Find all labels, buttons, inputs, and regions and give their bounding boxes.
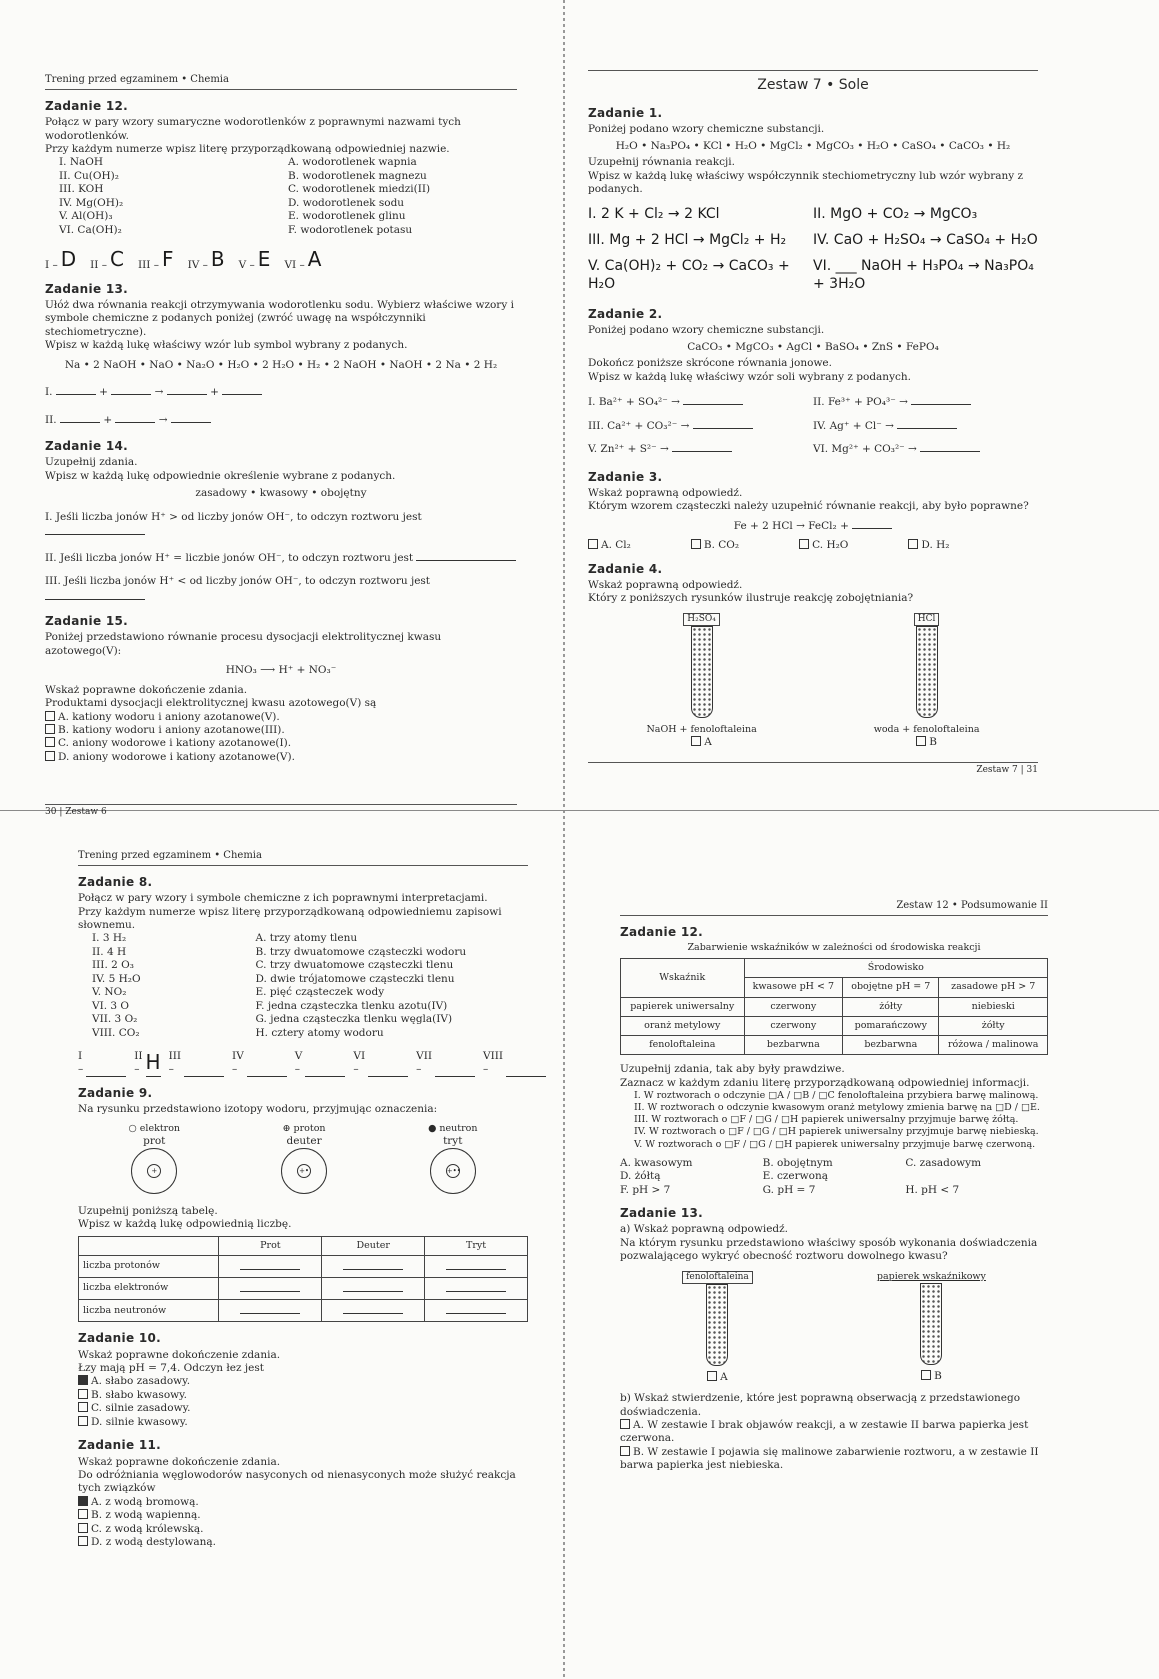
task-title: Zadanie 13. (620, 1206, 704, 1221)
task-title: Zadanie 8. (78, 874, 153, 889)
page-bottom-right (620, 900, 1048, 1660)
answer-cell[interactable]: VII – (416, 1050, 475, 1077)
answer-cell[interactable]: I – D (45, 247, 77, 272)
column-header: Deuter (322, 1236, 425, 1255)
sentence-list (620, 1090, 1048, 1151)
ionic-line[interactable]: III. Ca²⁺ + CO₃²⁻ → (588, 418, 813, 433)
checkbox[interactable] (78, 1416, 88, 1426)
reaction-line[interactable]: II. MgO + CO₂ → MgCO₃ (813, 206, 978, 223)
task-instruction: Wskaż poprawną odpowiedź. (588, 578, 743, 591)
task-instruction: Zaznacz w każdym zdaniu literę przyporządkowaną odpowiedniej informacji. (620, 1076, 1030, 1089)
list-item: C. wodorotlenek miedzi(II) (288, 183, 431, 196)
option-b[interactable]: B (916, 736, 937, 748)
handwritten-answer: A (307, 247, 322, 272)
ionic-line[interactable]: II. Fe³⁺ + PO₄³⁻ → (813, 394, 1038, 409)
list-item: B. trzy dwuatomowe cząsteczki wodoru (255, 945, 467, 958)
option-b[interactable]: B. słabo kwasowy. (78, 1389, 528, 1402)
checkbox[interactable] (78, 1509, 88, 1519)
task-instruction: Łzy mają pH = 7,4. Odczyn łez jest (78, 1361, 264, 1374)
task-instruction: Ułóż dwa równania reakcji otrzymywania wodorotlenku sodu. Wybierz właściwe wzory i symbole chemiczne z podanych poniżej (zwróć uwagę na współczynniki stechiometryczne). (45, 299, 514, 338)
list-item: VIII. CO₂ (92, 1026, 140, 1039)
list-item: A. trzy atomy tlenu (255, 932, 358, 945)
task-instruction: Przy każdym numerze wpisz literę przyporządkowaną odpowiedniej nazwie. (45, 143, 450, 156)
list-item: B. wodorotlenek magnezu (288, 169, 427, 182)
list-item: G. jedna cząsteczka tlenku węgla(IV) (255, 1013, 453, 1026)
option-item: B. obojętnym (762, 1156, 833, 1169)
task-instruction: Poniżej podano wzory chemiczne substancji. (588, 324, 825, 337)
reaction-line[interactable]: V. Ca(OH)₂ + CO₂ → CaCO₃ + H₂O (588, 258, 790, 293)
list-item: I. 3 H₂ (92, 932, 127, 945)
task-instruction: b) Wskaż stwierdzenie, które jest poprawną obserwacją z przedstawionego doświadczenia. (620, 1392, 1021, 1418)
experiment-illustrations (588, 612, 1038, 750)
list-item: F. wodorotlenek potasu (288, 223, 413, 236)
option-item: F. pH > 7 (620, 1183, 671, 1196)
matching-lists (78, 932, 528, 1040)
answer-cell[interactable]: VI – A (284, 247, 322, 272)
table-row: liczba elektronów (79, 1277, 528, 1299)
task-instruction: Wpisz w każdą lukę odpowiednie określenie wybrane z podanych. (45, 469, 396, 482)
task-title: Zadanie 3. (588, 469, 663, 484)
task-title: Zadanie 10. (78, 1331, 162, 1346)
task-instruction: Na rysunku przedstawiono izotopy wodoru, przyjmując oznaczenia: (78, 1103, 438, 1116)
reaction-line[interactable]: III. Mg + 2 HCl → MgCl₂ + H₂ (588, 232, 787, 249)
task-instruction: Uzupełnij zdania. (45, 456, 138, 469)
task-instruction: Uzupełnij poniższą tabelę. (78, 1204, 218, 1217)
sentence-blank[interactable]: II. Jeśli liczba jonów H⁺ = liczbie jonów OH⁻, to odczyn roztworu jest (45, 550, 517, 565)
checkbox[interactable] (78, 1402, 88, 1412)
checkbox[interactable] (45, 737, 55, 747)
page-footer: 30 | Zestaw 6 (45, 804, 517, 819)
reagent-label: fenoloftaleina (682, 1271, 753, 1285)
option-d[interactable]: D. aniony wodorowe i kationy azotanowe(V). (45, 751, 517, 764)
task-instruction: Do odróżniania węglowodorów nasyconych od nienasyconych może służyć reakcja tych związków (78, 1468, 516, 1495)
column-header: kwasowe pH < 7 (744, 978, 843, 997)
handwritten-answer: F (162, 247, 174, 272)
checkbox-checked[interactable] (78, 1496, 88, 1506)
answer-cell[interactable]: I – (78, 1050, 126, 1077)
option-item: A. kwasowym (620, 1156, 693, 1169)
reagent-label: papierek wskaźnikowy (876, 1270, 986, 1282)
column-header: zasadowe pH > 7 (939, 978, 1048, 997)
list-item: E. wodorotlenek glinu (288, 210, 406, 223)
isotope-table (78, 1236, 528, 1323)
test-tube-icon (691, 626, 713, 718)
answer-cell[interactable]: VIII – (483, 1050, 546, 1077)
test-tube-icon (706, 1284, 728, 1366)
option-d[interactable]: D. silnie kwasowy. (78, 1416, 528, 1429)
handwritten-answer: C (110, 247, 125, 272)
answer-cell[interactable]: III – F (138, 247, 174, 272)
task-instruction: a) Wskaż poprawną odpowiedź. (620, 1223, 788, 1236)
task-instruction: Wpisz w każdą lukę odpowiednią liczbę. (78, 1218, 292, 1231)
interpretation-list (256, 932, 529, 1040)
atom-icon: + (131, 1148, 177, 1194)
option-a[interactable]: A. słabo zasadowy. (78, 1375, 528, 1388)
page-fold-vertical (563, 0, 565, 1679)
list-item: IV. Mg(OH)₂ (59, 196, 124, 209)
list-item: II. 4 H (92, 945, 127, 958)
column-header: Środowisko (744, 959, 1048, 978)
sentence-blank[interactable]: III. Jeśli liczba jonów H⁺ < od liczby jonów OH⁻, to odczyn roztworu jest (45, 575, 517, 604)
answer-row (45, 247, 517, 273)
ionic-line[interactable]: V. Zn²⁺ + S²⁻ → (588, 441, 813, 456)
task-instruction: Wpisz w każdą lukę właściwy wzór lub symbol wybrany z podanych. (45, 339, 408, 352)
option-a[interactable]: A. Cl₂ (588, 539, 631, 552)
sentence-item[interactable]: III. W roztworach o □F / □G / □H papierek uniwersalny przyjmuje barwę żółtą. (634, 1114, 1019, 1126)
sentence-item[interactable]: V. W roztworach o □F / □G / □H papierek uniwersalny przyjmuje barwę czerwoną. (634, 1138, 1036, 1150)
option-item: G. pH = 7 (762, 1183, 816, 1196)
task-instruction: Uzupełnij równania reakcji. (588, 156, 735, 169)
option-item: H. pH < 7 (905, 1183, 960, 1196)
option-a[interactable]: A. W zestawie I brak objawów reakcji, a w zestawie II barwa papierka jest czerwona. (620, 1419, 1029, 1445)
answer-cell[interactable]: V – (295, 1050, 346, 1077)
option-b[interactable]: B. CO₂ (691, 539, 739, 552)
option-item: C. zasadowym (905, 1156, 982, 1169)
option-d[interactable]: D. H₂ (908, 539, 949, 552)
option-b[interactable]: B. z wodą wapienną. (78, 1509, 528, 1522)
handwritten-answer: D (60, 247, 77, 272)
answer-cell[interactable]: V – E (238, 247, 271, 272)
task-instruction: Produktami dysocjacji elektrolitycznej kwasu azotowego(V) są (45, 697, 377, 710)
list-item: IV. 5 H₂O (92, 972, 141, 985)
task-instruction: Na którym rysunku przedstawiono właściwy sposób wykonania doświadczenia pozwalającego wykryć obecność roztworu dowolnego kwasu? (620, 1236, 1038, 1263)
task-instruction: Przy każdym numerze wpisz literę przyporządkowaną odpowiedniemu zapisowi słownemu. (78, 905, 502, 932)
column-header: Tryt (425, 1236, 528, 1255)
list-item: I. NaOH (59, 156, 104, 169)
ionic-line[interactable]: VI. Mg²⁺ + CO₃²⁻ → (813, 441, 1038, 456)
task-title: Zadanie 2. (588, 307, 663, 322)
table-row: papierek uniwersalny czerwony żółty niebieski (621, 997, 1048, 1016)
reaction-line[interactable]: VI. ___ NaOH + H₃PO₄ → Na₃PO₄ + 3H₂O (813, 258, 1034, 293)
reaction-line[interactable]: I. 2 K + Cl₂ → 2 KCl (588, 206, 720, 223)
column-header: Prot (219, 1236, 322, 1255)
task-instruction: Wpisz w każdą lukę właściwy wzór soli wybrany z podanych. (588, 370, 911, 383)
reagent-label: HCl (914, 613, 940, 627)
task-title: Zadanie 9. (78, 1085, 153, 1100)
list-item: F. jedna cząsteczka tlenku azotu(IV) (255, 999, 448, 1012)
ionic-equation-grid (588, 390, 1038, 460)
task-instruction: Wskaż poprawne dokończenie zdania. (45, 683, 248, 696)
sentence-blank[interactable]: I. Jeśli liczba jonów H⁺ > od liczby jonów OH⁻, to odczyn roztworu jest (45, 511, 517, 540)
matching-lists (45, 156, 517, 237)
page-header: Trening przed egzaminem • Chemia (78, 850, 528, 866)
option-b[interactable]: B. kationy wodoru i aniony azotanowe(III). (45, 724, 517, 737)
formula-set: Na • 2 NaOH • NaO • Na₂O • H₂O • 2 H₂O • H₂ • 2 NaOH • NaOH • 2 Na • 2 H₂ (64, 358, 498, 371)
task-title: Zadanie 11. (78, 1438, 162, 1453)
checkbox[interactable] (78, 1523, 88, 1533)
task-instruction: Połącz w pary wzory sumaryczne wodorotlenków z poprawnymi nazwami tych wodorotlenków. (45, 116, 461, 142)
list-item: II. Cu(OH)₂ (59, 169, 119, 182)
page-top-right (588, 70, 1038, 775)
list-item: D. wodorotlenek sodu (288, 196, 405, 209)
page-footer: Zestaw 7 | 31 (588, 762, 1038, 777)
equation-blank-line[interactable]: I. + → + (45, 384, 517, 399)
formula-set: H₂O • Na₃PO₄ • KCl • H₂O • MgCl₂ • MgCO₃ • H₂O • CaSO₄ • CaCO₃ • H₂ (615, 139, 1011, 152)
equation: Fe + 2 HCl → FeCl₂ + (588, 518, 1038, 533)
option-a[interactable]: A (707, 1371, 728, 1383)
option-a[interactable]: A (691, 736, 712, 748)
formula-set: CaCO₃ • MgCO₃ • AgCl • BaSO₄ • ZnS • FePO₄ (687, 340, 939, 353)
option-c[interactable]: C. aniony wodorowe i kationy azotanowe(I). (45, 737, 517, 750)
formula-list (78, 932, 256, 1040)
answer-cell[interactable]: II – H (134, 1049, 161, 1076)
list-item: VI. 3 O (92, 999, 130, 1012)
reagent-label: H₂SO₄ (683, 613, 720, 627)
answer-cell[interactable]: IV – (232, 1050, 287, 1077)
task-title: Zadanie 13. (45, 281, 129, 296)
option-b[interactable]: B (921, 1370, 942, 1382)
setup-a (682, 1270, 753, 1384)
page-bottom-left (78, 850, 528, 1660)
list-item: H. cztery atomy wodoru (255, 1026, 384, 1039)
list-item: III. 2 O₃ (92, 959, 134, 972)
page-header: Zestaw 12 • Podsumowanie II (620, 900, 1048, 916)
task-instruction: Którym wzorem cząsteczki należy uzupełnić równanie reakcji, aby było poprawne? (588, 500, 1029, 513)
answer-cell[interactable]: II – C (90, 247, 125, 272)
option-item: D. żółtą (620, 1170, 661, 1183)
sentence-item[interactable]: IV. W roztworach o □F / □G / □H papierek uniwersalny przyjmuje barwę niebieską. (634, 1126, 1039, 1138)
checkbox-checked[interactable] (78, 1375, 88, 1385)
answer-cell[interactable]: IV – B (187, 247, 225, 272)
table-row: liczba protonów (79, 1255, 528, 1277)
task-instruction: Połącz w pary wzory i symbole chemiczne z ich poprawnymi interpretacjami. (78, 892, 488, 905)
test-tube-icon (920, 1283, 942, 1365)
option-a[interactable]: A. kationy wodoru i aniony azotanowe(V). (45, 711, 517, 724)
task-title: Zadanie 12. (45, 98, 129, 113)
task-instruction: Wskaż poprawną odpowiedź. (588, 486, 743, 499)
atom-icon: +• (281, 1148, 327, 1194)
word-set: zasadowy • kwasowy • obojętny (195, 487, 367, 500)
equation-blank-line[interactable]: II. + → (45, 412, 517, 427)
isotope-diagrams (78, 1123, 528, 1199)
list-item: C. trzy dwuatomowe cząsteczki tlenu (255, 959, 454, 972)
test-tube-icon (916, 626, 938, 718)
task-title: Zadanie 1. (588, 105, 663, 120)
table-row: fenoloftaleina bezbarwna bezbarwna różowa / malinowa (621, 1035, 1048, 1054)
page-header: Trening przed egzaminem • Chemia (45, 74, 517, 90)
setup-b (877, 1270, 986, 1384)
solution-label: NaOH + fenoloftaleina (646, 723, 757, 735)
task-title: Zadanie 12. (620, 924, 704, 939)
option-b[interactable]: B. W zestawie I pojawia się malinowe zabarwienie roztworu, a w zestawie II barwa papierka jest niebieska. (620, 1445, 1039, 1472)
task-instruction: Poniżej podano wzory chemiczne substancji. (588, 123, 825, 136)
list-item: A. wodorotlenek wapnia (288, 156, 417, 169)
list-item: D. dwie trójatomowe cząsteczki tlenu (255, 972, 455, 985)
setup-a (646, 612, 756, 750)
setup-b (874, 612, 980, 750)
page-top-left (45, 74, 517, 818)
task-title: Zadanie 14. (45, 439, 129, 454)
answer-cell[interactable]: VI – (353, 1050, 408, 1077)
option-a[interactable]: A. z wodą bromową. (78, 1496, 528, 1509)
column-header: obojętne pH = 7 (843, 978, 939, 997)
handwritten-answer: H (146, 1050, 161, 1077)
sentence-item[interactable]: II. W roztworach o odczynie kwasowym oranż metylowy zmienia barwę na □D / □E. (634, 1102, 1040, 1114)
checkbox[interactable] (620, 1419, 630, 1429)
ionic-line[interactable]: I. Ba²⁺ + SO₄²⁻ → (588, 394, 813, 409)
task-instruction: Wskaż poprawne dokończenie zdania. (78, 1455, 281, 1468)
formula-list (45, 156, 288, 237)
checkbox[interactable] (45, 711, 55, 721)
list-item: VI. Ca(OH)₂ (59, 223, 122, 236)
reaction-grid (588, 202, 1038, 298)
reaction-line[interactable]: IV. CaO + H₂SO₄ → CaSO₄ + H₂O (813, 232, 1038, 249)
list-item: E. pięć cząsteczek wody (255, 986, 385, 999)
task-instruction: Wskaż poprawne dokończenie zdania. (78, 1348, 281, 1361)
option-grid (620, 1157, 1048, 1197)
checkbox[interactable] (78, 1389, 88, 1399)
list-item: V. Al(OH)₃ (59, 210, 113, 223)
task-instruction: Uzupełnij zdania, tak aby były prawdziwe. (620, 1063, 845, 1076)
sentence-item[interactable]: I. W roztworach o odczynie □A / □B / □C fenoloftaleina przybiera barwę malinową. (634, 1089, 1039, 1101)
option-d[interactable]: D. z wodą destylowaną. (78, 1536, 528, 1549)
option-c[interactable]: C. silnie zasadowy. (78, 1402, 528, 1415)
isotope-tryt: ● neutron tryt +•• (428, 1123, 477, 1199)
task-instruction: Poniżej przedstawiono równanie procesu dysocjacji elektrolitycznej kwasu azotowego(V): (45, 631, 442, 657)
task-title: Zadanie 4. (588, 561, 663, 576)
list-item: V. NO₂ (92, 986, 127, 999)
experiment-illustrations (620, 1270, 1048, 1384)
answer-options (588, 539, 1038, 552)
handwritten-answer: E (257, 247, 271, 272)
table-row: oranż metylowy czerwony pomarańczowy żółty (621, 1016, 1048, 1035)
task-instruction: Wpisz w każdą lukę właściwy współczynnik stechiometryczny lub wzór wybrany z podanych. (588, 169, 1024, 196)
task-title: Zadanie 15. (45, 613, 129, 628)
solution-label: woda + fenoloftaleina (873, 723, 980, 735)
checkbox[interactable] (78, 1536, 88, 1546)
list-item: VII. 3 O₂ (92, 1013, 138, 1026)
option-c[interactable]: C. z wodą królewską. (78, 1523, 528, 1536)
answer-row (78, 1050, 528, 1077)
isotope-prot: ○ elektron prot + (129, 1123, 181, 1199)
option-c[interactable]: C. H₂O (799, 539, 848, 552)
option-item: E. czerwoną (762, 1170, 828, 1183)
name-list (288, 156, 517, 237)
indicator-table (620, 958, 1048, 1055)
page-header: Zestaw 7 • Sole (588, 70, 1038, 97)
task-instruction: Dokończ poniższe skrócone równania jonowe. (588, 357, 832, 370)
equation: HNO₃ ⟶ H⁺ + NO₃⁻ (225, 664, 337, 677)
list-item: III. KOH (59, 183, 104, 196)
table-caption: Zabarwienie wskaźników w zależności od środowiska reakcji (687, 942, 981, 954)
atom-icon: +•• (430, 1148, 476, 1194)
checkbox[interactable] (45, 724, 55, 734)
table-row: liczba neutronów (79, 1300, 528, 1322)
checkbox[interactable] (620, 1446, 630, 1456)
task-instruction: Który z poniższych rysunków ilustruje reakcję zobojętniania? (588, 592, 914, 605)
ionic-line[interactable]: IV. Ag⁺ + Cl⁻ → (813, 418, 1038, 433)
handwritten-answer: B (210, 247, 225, 272)
answer-cell[interactable]: III – (169, 1050, 224, 1077)
isotope-deuter: ⊕ proton deuter +• (281, 1123, 327, 1199)
checkbox[interactable] (45, 751, 55, 761)
column-header: Wskaźnik (621, 959, 745, 997)
